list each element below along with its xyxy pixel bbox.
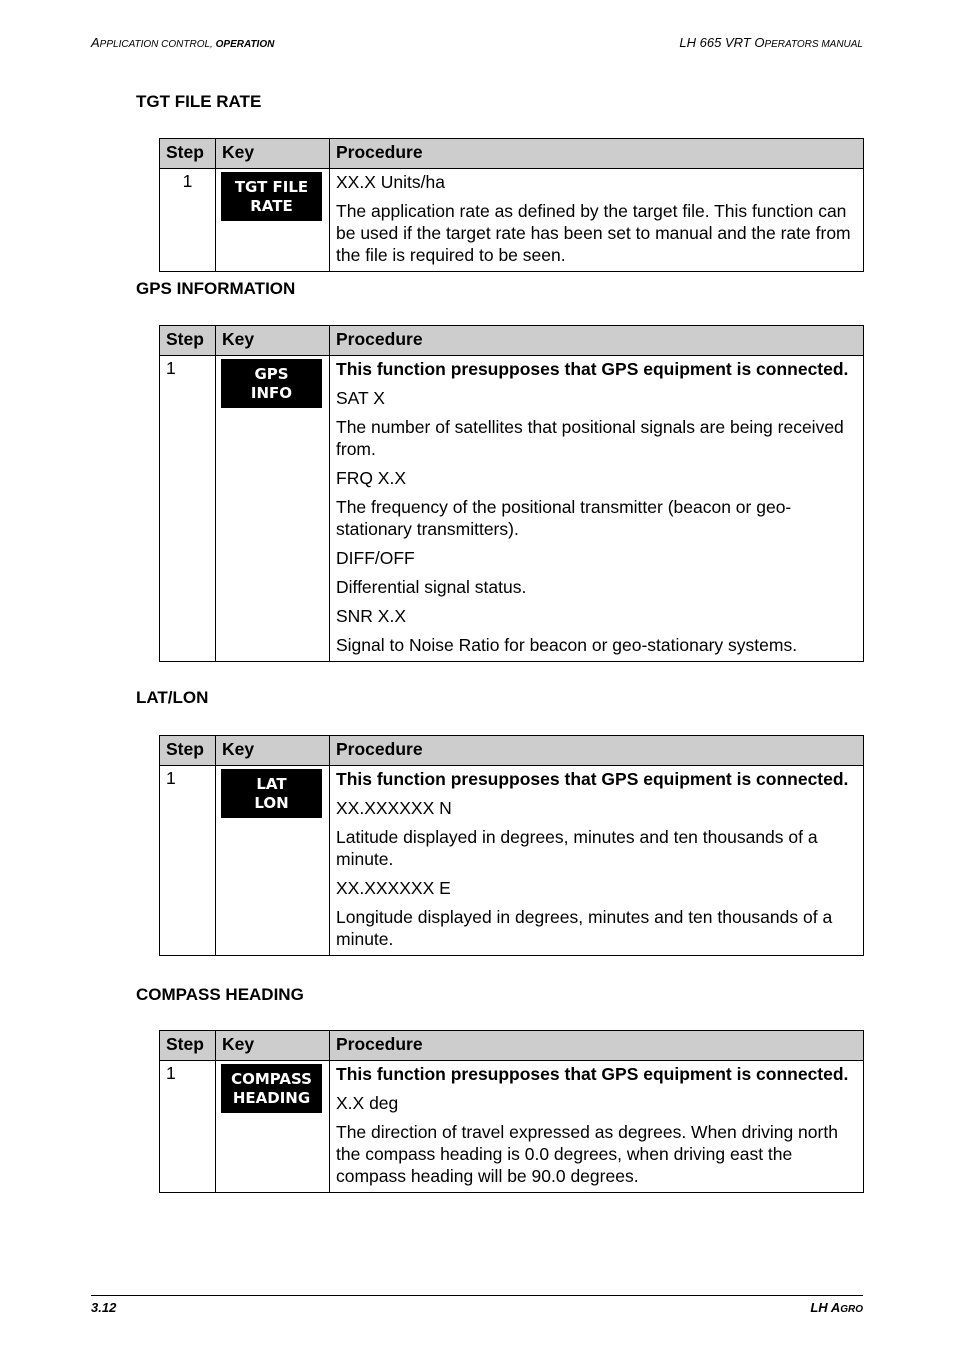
column-header-key: Key <box>216 1031 330 1061</box>
table-header-row <box>160 736 864 766</box>
column-header-key: Key <box>216 736 330 766</box>
column-header-step: Step <box>160 1031 216 1061</box>
procedure-line: The number of satellites that positional signals are being received from. <box>336 417 844 459</box>
column-header-step: Step <box>160 736 216 766</box>
table-header-row <box>160 326 864 356</box>
column-header-procedure: Procedure <box>330 139 864 169</box>
footer-rule <box>91 1295 863 1296</box>
column-header-procedure: Procedure <box>330 1031 864 1061</box>
procedure-line: The frequency of the positional transmitter (beacon or geo-stationary transmitters). <box>336 497 792 539</box>
tgt-file-rate-key: TGT FILE RATE <box>221 172 322 221</box>
procedure-line: DIFF/OFF <box>336 548 415 568</box>
gps-info-key: GPS INFO <box>221 359 322 408</box>
procedure-cell <box>330 1061 864 1193</box>
procedure-line: Differential signal status. <box>336 577 527 597</box>
procedure-table-tgt-file-rate <box>159 138 864 272</box>
procedure-line: The application rate as defined by the target file. This function can be used if the target rate has been set to manual and the rate from the file is required to be seen. <box>336 201 851 265</box>
table-row <box>160 1061 864 1193</box>
key-cell <box>216 766 330 956</box>
key-cell <box>216 356 330 662</box>
column-header-procedure: Procedure <box>330 736 864 766</box>
procedure-line: XX.X Units/ha <box>336 172 445 192</box>
section-title-compass-heading: COMPASS HEADING <box>136 985 304 1004</box>
table-header-row <box>160 1031 864 1061</box>
table-row <box>160 766 864 956</box>
section-title-lat-lon: LAT/LON <box>136 688 209 707</box>
procedure-table-gps-information <box>159 325 864 662</box>
procedure-line: SNR X.X <box>336 606 407 626</box>
procedure-line: SAT X <box>336 388 385 408</box>
procedure-table-compass-heading <box>159 1030 864 1193</box>
page-number: 3.12 <box>91 1300 117 1315</box>
procedure-note: This function presupposes that GPS equipment is connected. <box>336 359 849 379</box>
procedure-line: The direction of travel expressed as degrees. When driving north the compass heading is 0.0 degrees, when driving east the compass heading will be 90.0 degrees. <box>336 1122 838 1186</box>
column-header-key: Key <box>216 139 330 169</box>
table-row <box>160 356 864 662</box>
procedure-table-lat-lon <box>159 735 864 956</box>
step-number: 1 <box>160 169 216 272</box>
footer-brand: LH AGRO <box>810 1300 863 1315</box>
step-number: 1 <box>160 356 216 662</box>
section-title-tgt-file-rate: TGT FILE RATE <box>136 92 262 111</box>
procedure-line: Latitude displayed in degrees, minutes and ten thousands of a minute. <box>336 827 818 869</box>
running-header-right: LH 665 VRT OPERATORS MANUAL <box>679 35 863 50</box>
running-header-left: APPLICATION CONTROL, OPERATION <box>91 35 275 50</box>
procedure-line: FRQ X.X <box>336 468 407 488</box>
table-header-row <box>160 139 864 169</box>
procedure-line: X.X deg <box>336 1093 399 1113</box>
procedure-line: XX.XXXXXX N <box>336 798 452 818</box>
column-header-procedure: Procedure <box>330 326 864 356</box>
lat-lon-key: LAT LON <box>221 769 322 818</box>
procedure-note: This function presupposes that GPS equipment is connected. <box>336 1064 849 1084</box>
procedure-cell <box>330 356 864 662</box>
procedure-line: Longitude displayed in degrees, minutes and ten thousands of a minute. <box>336 907 833 949</box>
procedure-cell <box>330 766 864 956</box>
step-number: 1 <box>160 1061 216 1193</box>
procedure-line: XX.XXXXXX E <box>336 878 451 898</box>
key-cell <box>216 1061 330 1193</box>
column-header-step: Step <box>160 326 216 356</box>
key-cell <box>216 169 330 272</box>
procedure-line: Signal to Noise Ratio for beacon or geo-stationary systems. <box>336 635 798 655</box>
column-header-step: Step <box>160 139 216 169</box>
section-title-gps-information: GPS INFORMATION <box>136 279 296 298</box>
procedure-note: This function presupposes that GPS equipment is connected. <box>336 769 849 789</box>
column-header-key: Key <box>216 326 330 356</box>
step-number: 1 <box>160 766 216 956</box>
procedure-cell <box>330 169 864 272</box>
compass-heading-key: COMPASS HEADING <box>221 1064 322 1113</box>
table-row <box>160 169 864 272</box>
